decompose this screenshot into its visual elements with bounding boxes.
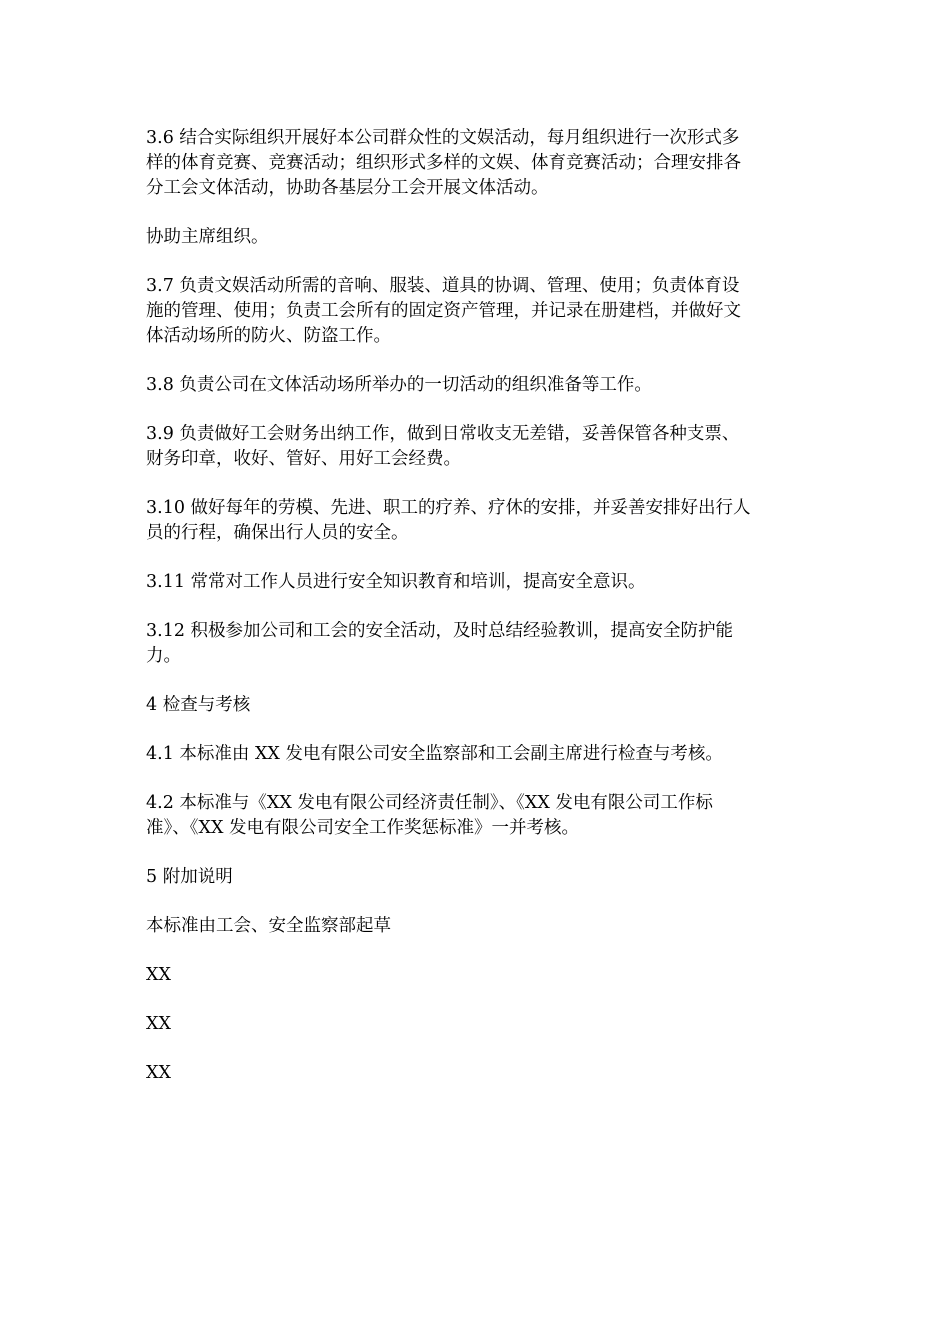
paragraph-line: XX [146, 1014, 171, 1034]
paragraph-line: 财务印章，收好、管好、用好工会经费。 [146, 449, 461, 469]
paragraph-3-6 [146, 126, 806, 201]
paragraph-3-12 [146, 619, 806, 669]
paragraph-line: 4.2 本标准与《XX 发电有限公司经济责任制》、《XX 发电有限公司工作标 [146, 793, 713, 813]
paragraph-line: 分工会文体活动，协助各基层分工会开展文体活动。 [146, 178, 549, 198]
paragraph-line: 员的行程，确保出行人员的安全。 [146, 523, 409, 543]
paragraph-xx-1 [146, 963, 806, 988]
paragraph-assist-chair [146, 225, 806, 250]
paragraph-line: 施的管理、使用；负责工会所有的固定资产管理，并记录在册建档，并做好文 [146, 301, 741, 321]
paragraph-3-11 [146, 570, 806, 595]
paragraph-line: XX [146, 965, 171, 985]
paragraph-line: 4.1 本标准由 XX 发电有限公司安全监察部和工会副主席进行检查与考核。 [146, 744, 723, 764]
paragraph-line: 力。 [146, 646, 181, 666]
paragraph-line: 4 检查与考核 [146, 695, 251, 715]
paragraph-xx-2 [146, 1012, 806, 1037]
paragraph-line: 本标准由工会、安全监察部起草 [146, 916, 391, 936]
paragraph-line: 体活动场所的防火、防盗工作。 [146, 326, 391, 346]
paragraph-line: 3.11 常常对工作人员进行安全知识教育和培训，提高安全意识。 [146, 572, 646, 592]
paragraph-3-10 [146, 496, 806, 546]
paragraph-drafted-by [146, 914, 806, 939]
paragraph-4-1 [146, 742, 806, 767]
paragraph-line: 3.12 积极参加公司和工会的安全活动，及时总结经验教训，提高安全防护能 [146, 621, 734, 641]
paragraph-line: 5 附加说明 [146, 867, 233, 887]
paragraph-line: 协助主席组织。 [146, 227, 269, 247]
paragraph-line: 样的体育竞赛、竞赛活动；组织形式多样的文娱、体育竞赛活动；合理安排各 [146, 153, 741, 173]
paragraph-line: 3.6 结合实际组织开展好本公司群众性的文娱活动，每月组织进行一次形式多 [146, 128, 740, 148]
document-body [146, 126, 806, 1110]
paragraph-line: 3.8 负责公司在文体活动场所举办的一切活动的组织准备等工作。 [146, 375, 652, 395]
paragraph-xx-3 [146, 1061, 806, 1086]
section-heading-4 [146, 693, 806, 718]
paragraph-line: 准》、《XX 发电有限公司安全工作奖惩标准》一并考核。 [146, 818, 579, 838]
paragraph-3-8 [146, 373, 806, 398]
paragraph-line: 3.10 做好每年的劳模、先进、职工的疗养、疗休的安排，并妥善安排好出行人 [146, 498, 751, 518]
section-heading-5 [146, 865, 806, 890]
paragraph-3-7 [146, 274, 806, 349]
paragraph-line: XX [146, 1063, 171, 1083]
paragraph-4-2 [146, 791, 806, 841]
paragraph-line: 3.9 负责做好工会财务出纳工作，做到日常收支无差错，妥善保管各种支票、 [146, 424, 740, 444]
paragraph-line: 3.7 负责文娱活动所需的音响、服装、道具的协调、管理、使用；负责体育设 [146, 276, 740, 296]
paragraph-3-9 [146, 422, 806, 472]
